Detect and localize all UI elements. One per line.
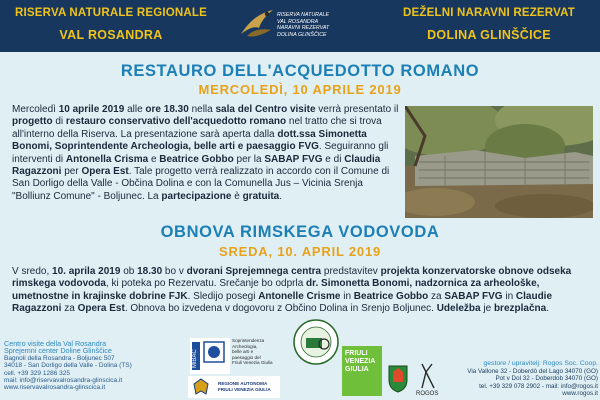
bold-text-run: ore 18.30 (145, 104, 189, 115)
footer-left-line: Bagnoli della Rosandra - Boljunec 507 (4, 354, 115, 362)
bold-text-run: sala del Centro visite (215, 104, 316, 115)
text-run: per la (233, 153, 265, 165)
rogos-deer-icon (412, 358, 446, 396)
text-run: nel tratto che si trova all'interno della Riserva. La presentazione sarà aperta dalla (12, 116, 382, 140)
header-right-line1: DEŽELNI NARAVNI REZERVAT (403, 7, 575, 19)
bold-text-run: partecipazione (161, 190, 232, 202)
bold-text-run: Opera Est (77, 303, 125, 315)
text-run: di (52, 116, 66, 128)
bold-text-run: dvorani Sprejemnega centra (186, 266, 322, 277)
bold-text-run: Beatrice Gobbo (159, 153, 234, 165)
mibac-logo (190, 338, 286, 374)
mibac-text: Soprintendenza Archeologia, belle arti e paesaggio del Friuli Venezia Giulia (232, 338, 273, 366)
text-run: predstavitev (321, 266, 381, 277)
text-run: . Sledijo posegi (187, 290, 259, 302)
bold-text-run: Claudia Ragazzoni (12, 153, 381, 178)
italian-paragraph (12, 104, 400, 203)
bold-text-run: 10 aprile 2019 (58, 104, 125, 115)
comunella-logo (292, 318, 340, 366)
text-run: e di (322, 153, 345, 165)
italian-title: RESTAURO DELL'ACQUEDOTTO ROMANO (120, 62, 480, 80)
footer-left-website[interactable]: www.riservavalrosandra-glinscica.it (4, 384, 106, 392)
text-run: Mercoledì (12, 104, 59, 115)
bold-text-run: Antonella Crisma (65, 153, 149, 165)
footer-right-line: gestore / upravitelj: Rogos Soc. Coop. (483, 360, 598, 367)
header-left-line1: RISERVA NATURALE REGIONALE (15, 7, 207, 19)
mibac-emblem-icon (190, 338, 230, 374)
bold-text-run: brezplačna (493, 303, 547, 315)
footer-left-line: cell. +39 329 1286 325 (4, 369, 70, 377)
bold-text-run: Udeležba (436, 303, 481, 315)
reserve-logo (237, 4, 363, 48)
fvg-text-line: VENEZIA (345, 358, 376, 365)
header-right-line2: DOLINA GLINŠČICE (427, 28, 551, 42)
regione-text: REGIONE AUTONOMA FRIULI VENEZIA GIULIA (218, 381, 271, 392)
regione-fvg-logo (188, 376, 280, 398)
text-run: verrà presentato il (315, 104, 399, 115)
footer-right-email[interactable]: tel. +39 329 078 2902 - mail: info@rogos.it (479, 382, 598, 390)
bold-text-run: 18.30 (137, 266, 163, 277)
footer-right-website[interactable]: www.rogos.it (562, 390, 598, 398)
bird-logo-icon (237, 4, 277, 48)
text-run: za (61, 303, 78, 315)
text-run: za (428, 290, 445, 302)
svg-text:ROGOS: ROGOS (416, 391, 439, 396)
text-run: in (502, 290, 516, 302)
bold-text-run: gratuita (242, 190, 280, 202)
footer-right-contact (452, 360, 598, 398)
text-run: . Obnova bo izvedena v dogovoru z Občino Dolina in Srenjo Boljunec. (124, 303, 437, 315)
text-run: . (546, 303, 549, 315)
footer-left-line: Centro visite della Val Rosandra (4, 339, 107, 348)
bold-text-run: SABAP FVG (264, 153, 323, 165)
text-run: alle (124, 104, 146, 115)
mibac-label: MiBAC (192, 349, 198, 368)
header-left (0, 6, 222, 44)
aqueduct-photo (405, 106, 593, 218)
bold-text-run: dott.ssa Simonetta Bonomi, Soprintendente Archeologia, belle arti e paesaggio FVG (12, 128, 367, 153)
footer-left-contact (4, 340, 164, 392)
slovene-date: SREDA, 10. APRIL 2019 (218, 244, 382, 259)
text-run: . Seguiranno gli interventi di (12, 141, 389, 165)
text-run: bo v (162, 266, 187, 277)
text-run: . Tale progetto verrà realizzato in accordo con il Comune di San Dorligo della Valle - Občina Dolina e con la Comunella Jus – Vicinia Srenja "Bolliunz Comune" - Boljunec. La (12, 166, 390, 202)
text-run: V sredo, (12, 266, 53, 277)
header-bar (0, 0, 600, 52)
text-run: e (148, 153, 160, 165)
municipal-crest (386, 362, 410, 394)
text-run: per (61, 166, 82, 178)
bold-text-run: projekta konzervatorske obnove odseka rimskega vodovoda (12, 266, 572, 290)
slovene-title: OBNOVA RIMSKEGA VODOVODA (160, 223, 440, 241)
reserve-logo-text: RISERVA NATURALE VAL ROSANDRA NARAVNI REZERVAT DOLINA GLINŠČICE (277, 12, 330, 38)
fvg-text-line: FRIULI (345, 350, 368, 357)
eagle-emblem-icon (188, 376, 214, 398)
bold-text-run: Claudie Ragazzoni (12, 290, 553, 315)
bold-text-run: 10. aprila 2019 (52, 266, 121, 277)
italian-date: MERCOLEDÌ, 10 APRILE 2019 (198, 82, 402, 97)
text-run: in (340, 290, 354, 302)
slovene-paragraph (12, 266, 592, 316)
bold-text-run: Beatrice Gobbo (353, 290, 429, 302)
footer-left-line: 34018 - San Dorligo della Valle - Dolina (TS) (4, 362, 132, 370)
footer-right-line: Via Vallone 32 - Doberdò del Lago 34070 (GO) (467, 367, 598, 375)
header-left-line2: VAL ROSANDRA (59, 28, 163, 42)
text-run: ob (120, 266, 138, 277)
rogos-logo (412, 358, 446, 396)
mill-emblem-icon (292, 318, 340, 366)
bold-text-run: Opera Est (81, 166, 129, 178)
bold-text-run: dr. Simonetta Bonomi, nadzornica za arheološke, umetnostne in krajinske dobrine FJK (12, 278, 540, 302)
fvg-brand-logo (342, 346, 382, 396)
text-run: , ki poteka po Rezervatu. Srečanje bo odprla (105, 278, 307, 290)
bold-text-run: restauro conservativo dell'acquedotto romano (65, 116, 287, 128)
footer-right-line: Pot v Dol 32 - Doberdob 34070 (GO) (495, 375, 598, 383)
fvg-text-line: GIULIA (345, 366, 369, 373)
text-run: . (279, 190, 283, 202)
text-run: è (231, 190, 243, 202)
text-run: je (480, 303, 494, 315)
bold-text-run: progetto (12, 116, 53, 128)
text-run: nella (188, 104, 216, 115)
bold-text-run: Antonelle Crisme (258, 290, 341, 302)
footer-left-email[interactable]: mail: info@riservavalrosandra-glinscica.it (4, 377, 123, 385)
footer-left-line: Sprejemni center Doline Glinščice (4, 346, 112, 356)
bold-text-run: SABAP FVG (444, 290, 503, 302)
shield-crest-icon (386, 362, 410, 394)
header-right (378, 6, 600, 44)
